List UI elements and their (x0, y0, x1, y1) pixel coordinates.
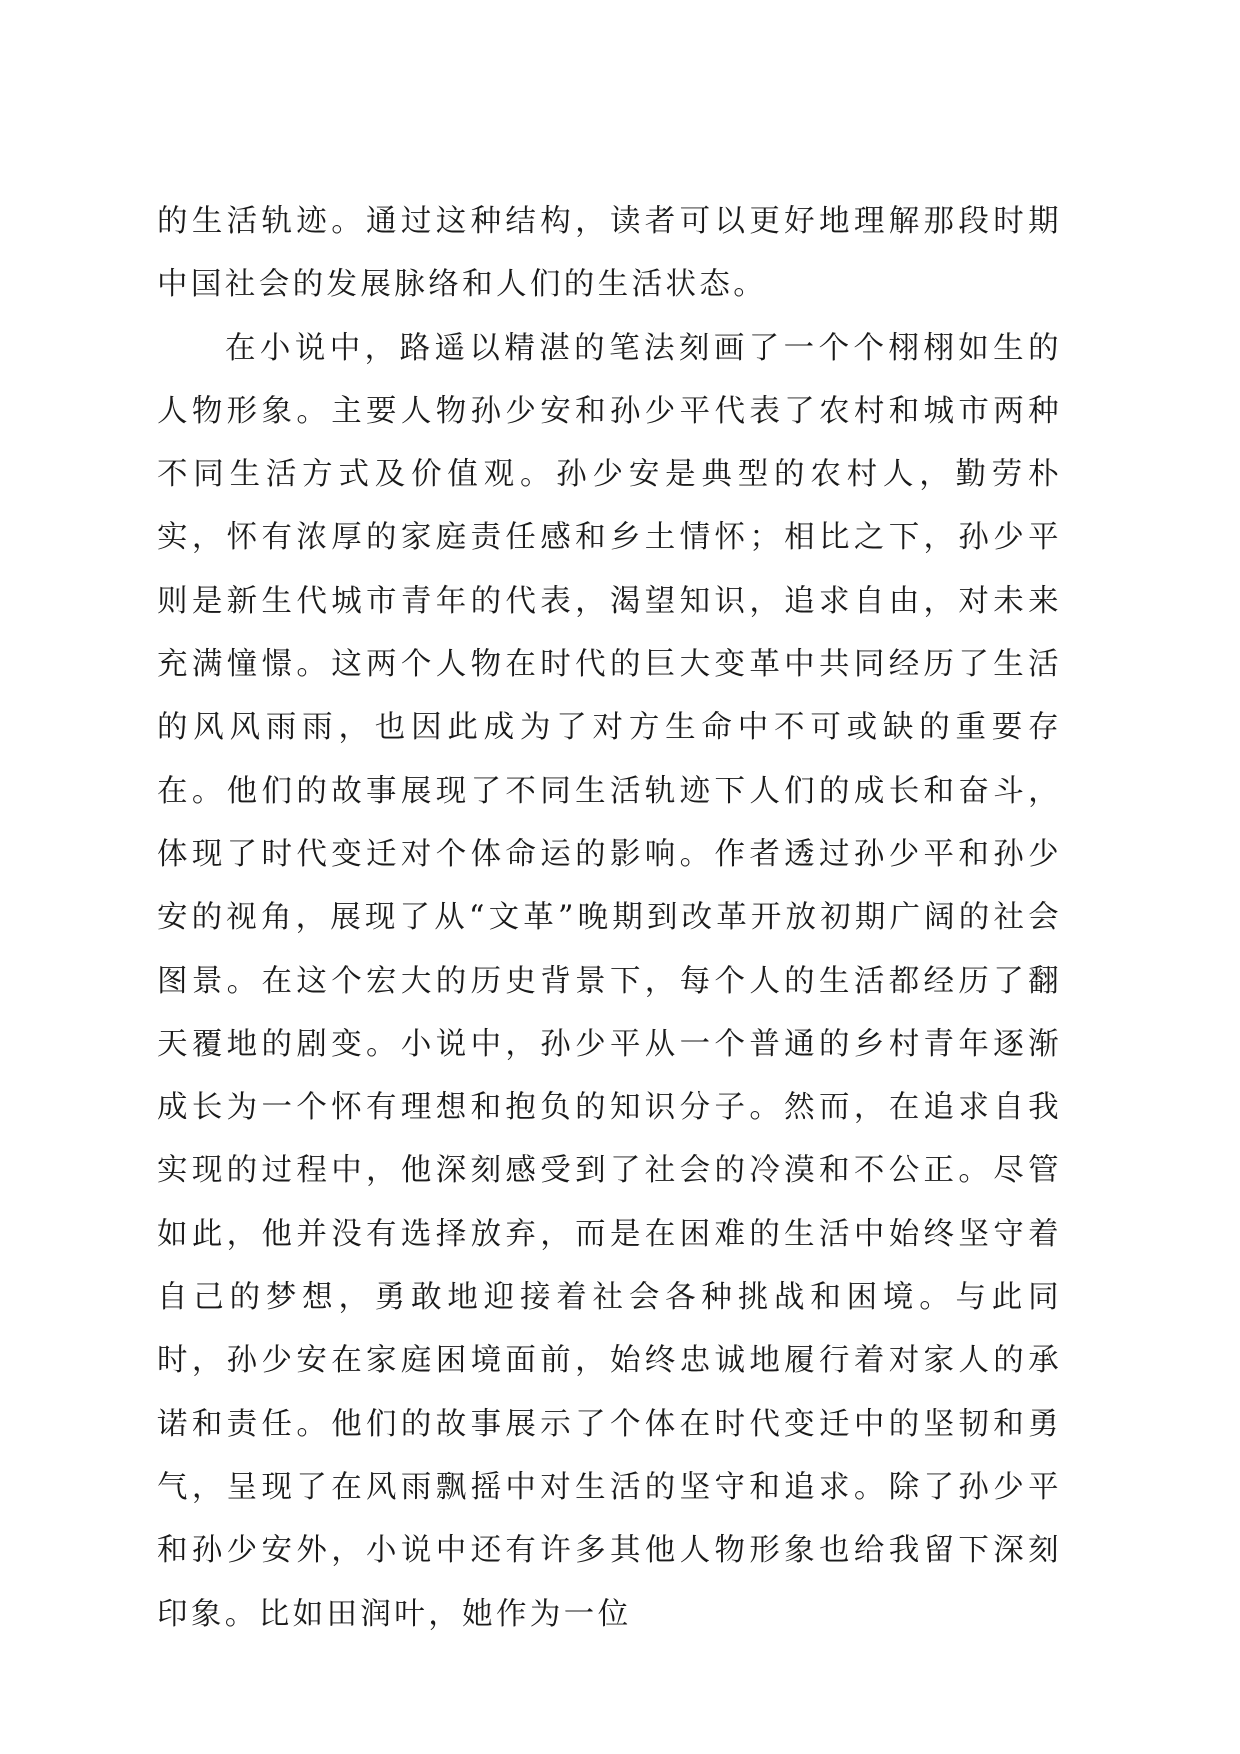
body-text (157, 190, 1062, 1646)
paragraph-1: 的生活轨迹。通过这种结构，读者可以更好地理解那段时期中国社会的发展脉络和人们的生活状态。 (157, 204, 1062, 303)
paragraph-2: 在小说中，路遥以精湛的笔法刻画了一个个栩栩如生的人物形象。主要人物孙少安和孙少平代表了农村和城市两种不同生活方式及价值观。孙少安是典型的农村人，勤劳朴实，怀有浓厚的家庭责任感和乡土情怀；相比之下，孙少平则是新生代城市青年的代表，渴望知识，追求自由，对未来充满憧憬。这两个人物在时代的巨大变革中共同经历了生活的风风雨雨，也因此成为了对方生命中不可或缺的重要存在。他们的故事展现了不同生活轨迹下人们的成长和奋斗，体现了时代变迁对个体命运的影响。作者透过孙少平和孙少安的视角，展现了从“文革”晚期到改革开放初期广阔的社会图景。在这个宏大的历史背景下，每个人的生活都经历了翻天覆地的剧变。小说中，孙少平从一个普通的乡村青年逐渐成长为一个怀有理想和抱负的知识分子。然而，在追求自我实现的过程中，他深刻感受到了社会的冷漠和不公正。尽管如此，他并没有选择放弃，而是在困难的生活中始终坚守着自己的梦想，勇敢地迎接着社会各种挑战和困境。与此同时，孙少安在家庭困境面前，始终忠诚地履行着对家人的承诺和责任。他们的故事展示了个体在时代变迁中的坚韧和勇气，呈现了在风雨飘摇中对生活的坚守和追求。除了孙少平和孙少安外，小说中还有许多其他人物形象也给我留下深刻印象。比如田润叶，她作为一位 (157, 330, 1062, 1632)
